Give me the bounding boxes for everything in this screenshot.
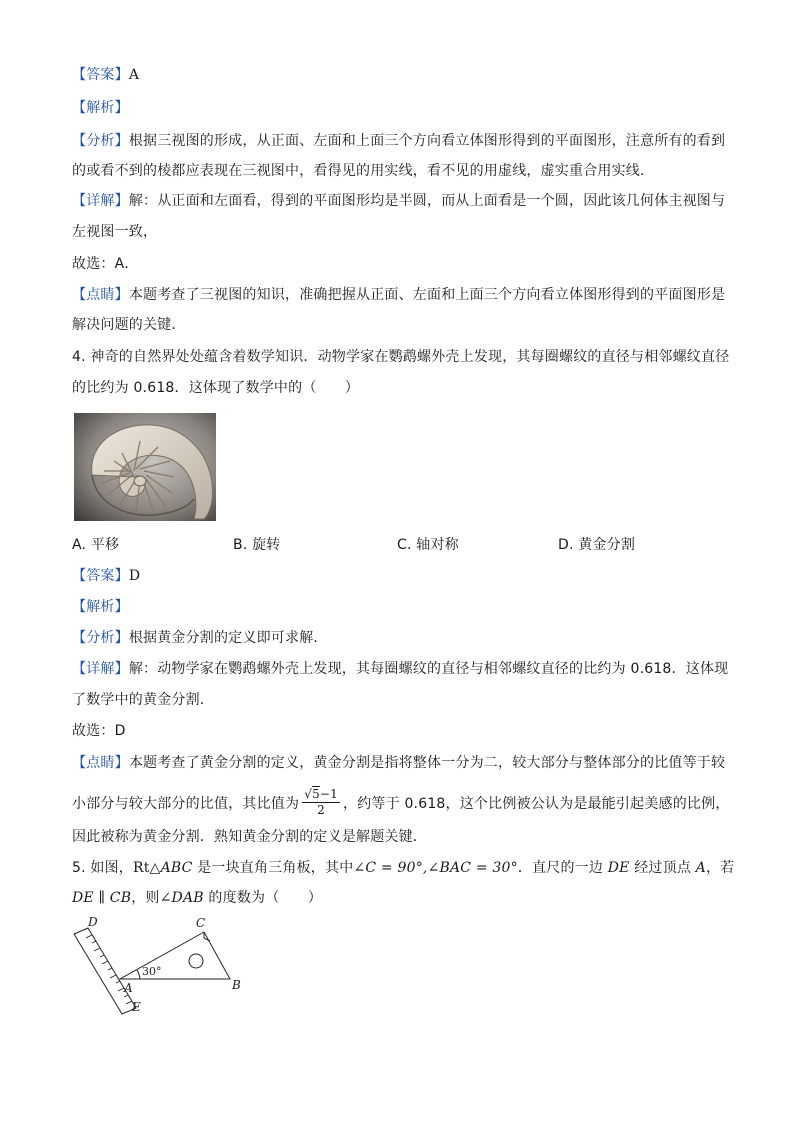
q4-stem-line1 xyxy=(72,346,730,368)
answer-tag: 【答案】 xyxy=(72,568,129,584)
q3-xiangjie-line2 xyxy=(72,221,722,243)
q4-xiangjie-line2 xyxy=(72,689,722,711)
dianjing-text: ，约等于 0.618，这个比例被公认为是最能引起美感的比例， xyxy=(343,796,730,812)
xiangjie-text: 左视图一致， xyxy=(72,224,158,240)
label-d: D xyxy=(88,915,98,929)
dianjing-text: 解决问题的关键． xyxy=(72,317,186,333)
triangle-symbol: △ xyxy=(149,860,161,876)
dianjing-text: 小部分与较大部分的比值，其比值为 xyxy=(72,796,300,812)
answer-value: A xyxy=(128,67,140,83)
question-text: 经过顶点 xyxy=(629,860,696,876)
q4-dianjing-line1 xyxy=(72,752,726,774)
segment-de: DE xyxy=(607,860,630,876)
fraction-denominator: 2 xyxy=(317,803,326,817)
xiangjie-text: 解：动物学家在鹦鹉螺外壳上发现，其每圈螺纹的直径与相邻螺纹直径的比约为 0.618．这体现 xyxy=(128,661,729,677)
question-text: 是一块直角三角板，其中 xyxy=(192,860,354,876)
angle-condition: ∠C = 90°,∠BAC = 30° xyxy=(353,860,518,876)
ruler xyxy=(74,928,136,1014)
dianjing-text: 因此被称为黄金分割．熟知黄金分割的定义是解题关键． xyxy=(72,829,427,845)
choice-text: 故选：D xyxy=(72,723,126,739)
option-a: A. 平移 xyxy=(72,537,120,553)
question-text: 4. 神奇的自然界处处蕴含着数学知识．动物学家在鹦鹉螺外壳上发现，其每圈螺纹的直径与相邻螺纹直径 xyxy=(72,349,730,365)
q4-answer xyxy=(72,565,722,587)
q5-stem-line2 xyxy=(72,887,722,909)
point-a: A xyxy=(695,860,706,876)
triangle-name: ABC xyxy=(160,860,193,876)
triangle-plate xyxy=(120,932,230,979)
q4-dianjing-line2 xyxy=(72,787,730,819)
xiangjie-tag: 【详解】 xyxy=(72,661,129,677)
answer-tag: 【答案】 xyxy=(72,67,129,83)
xiangjie-text: 解：从正面和左面看，得到的平面图形均是半圆，而从上面看是一个圆，因此该几何体主视图与 xyxy=(128,193,726,209)
ruler-triangle-figure xyxy=(70,912,250,1017)
fenxi-text: 的或看不到的棱都应表现在三视图中，看得见的用实线，看不见的用虚线，虚实重合用实线． xyxy=(72,163,655,179)
xiangjie-text: 了数学中的黄金分割． xyxy=(72,692,214,708)
question-text: 的比约为 0.618．这体现了数学中的（ ） xyxy=(72,380,360,396)
fraction-numerator: √5−1 xyxy=(304,787,338,801)
label-angle-30: 30° xyxy=(142,965,162,978)
numerator-rest: −1 xyxy=(319,787,338,801)
analysis-tag: 【解析】 xyxy=(72,599,129,615)
q4-fenxi xyxy=(72,627,722,649)
parallel-condition: DE ∥ CB xyxy=(72,890,132,906)
answer-value: D xyxy=(128,568,141,584)
question-text: ，若 xyxy=(705,860,735,876)
label-b: B xyxy=(232,978,241,992)
q4-xiangjie-line1 xyxy=(72,658,729,680)
xiangjie-tag: 【详解】 xyxy=(72,193,129,209)
nautilus-shell-image xyxy=(74,413,216,521)
angle-dab: ∠DAB xyxy=(159,890,204,906)
q5-stem-line1 xyxy=(72,857,735,879)
dianjing-text: 本题考查了黄金分割的定义，黄金分割是指将整体一分为二，较大部分与整体部分的比值等于较 xyxy=(128,755,726,771)
option-d: D. 黄金分割 xyxy=(558,537,636,553)
label-e: E xyxy=(132,1000,141,1014)
fenxi-tag: 【分析】 xyxy=(72,133,129,149)
choice-text: 故选：A． xyxy=(72,256,139,272)
dianjing-tag: 【点睛】 xyxy=(72,287,129,303)
analysis-tag: 【解析】 xyxy=(72,100,129,116)
question-text: 的度数为（ ） xyxy=(203,890,323,906)
q3-choice xyxy=(72,253,722,275)
golden-ratio-fraction xyxy=(302,787,340,817)
q4-dianjing-line3 xyxy=(72,826,722,848)
q3-dianjing-line1 xyxy=(72,284,726,306)
q4-choice xyxy=(72,720,722,742)
q4-analysis-title xyxy=(72,596,722,618)
option-c: C. 轴对称 xyxy=(397,537,459,553)
q3-fenxi-line1 xyxy=(72,130,726,152)
label-c: C xyxy=(196,916,206,930)
rt-text: Rt xyxy=(133,860,150,876)
question-text: ，则 xyxy=(131,890,160,906)
q4-options xyxy=(72,534,722,556)
q3-answer xyxy=(72,64,722,86)
q3-xiangjie-line1 xyxy=(72,190,726,212)
option-b: B. 旋转 xyxy=(233,537,281,553)
fenxi-tag: 【分析】 xyxy=(72,630,129,646)
q3-fenxi-line2 xyxy=(72,160,722,182)
sqrt-radicand: 5 xyxy=(312,787,320,801)
fenxi-text: 根据黄金分割的定义即可求解． xyxy=(128,630,328,646)
q3-dianjing-line2 xyxy=(72,314,722,336)
dianjing-tag: 【点睛】 xyxy=(72,755,129,771)
question-text: ．直尺的一边 xyxy=(517,860,608,876)
fenxi-text: 根据三视图的形成，从正面、左面和上面三个方向看立体图形得到的平面图形，注意所有的看到 xyxy=(128,133,726,149)
q4-stem-line2 xyxy=(72,377,722,399)
q3-analysis-title xyxy=(72,97,722,119)
dianjing-text: 本题考查了三视图的知识，准确把握从正面、左面和上面三个方向看立体图形得到的平面图形是 xyxy=(128,287,726,303)
question-text: 5. 如图， xyxy=(72,860,134,876)
label-a: A xyxy=(124,981,133,995)
